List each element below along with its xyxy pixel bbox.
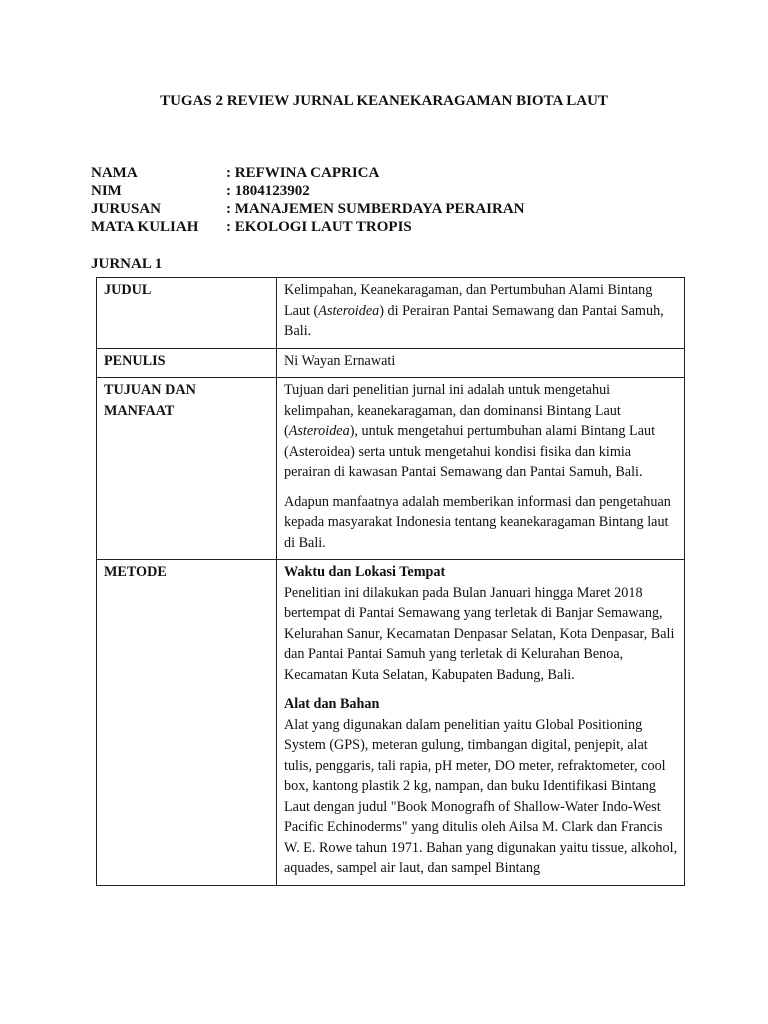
info-row-jurusan [91, 200, 525, 218]
key-tujuan-line1: TUJUAN DAN [104, 382, 196, 398]
info-value: : MANAJEMEN SUMBERDAYA PERAIRAN [226, 201, 525, 217]
info-value: : 1804123902 [226, 183, 310, 199]
metode-paragraph-alat: Alat yang digunakan dalam penelitian yaitu Global Positioning System (GPS), meteran gulung, timbangan digital, penjepit, alat tulis, penggaris, tali rapia, pH meter, DO meter, refraktometer, cool box, kantong plastik 2 kg, nampan, dan buku Identifikasi Bintang Laut dengan judul "Book Monografh of Shallow-Water Indo-West Pacific Echinoderms" yang ditulis oleh Ailsa M. Clark dan Francis W. E. Rowe tahun 1971. Bahan yang digunakan yaitu tissue, alkohol, aquades, sampel air laut, dan sampel Bintang [284, 716, 678, 876]
key-tujuan-line2: MANFAAT [104, 402, 175, 419]
metode-heading-alat: Alat dan Bahan [284, 696, 380, 712]
key-metode: METODE [97, 560, 277, 886]
metode-paragraph-waktu: Penelitian ini dilakukan pada Bulan Januari hingga Maret 2018 bertempat di Pantai Semawang yang terletak di Banjar Semawang, Kelurahan Sanur, Kecamatan Denpasar Selatan, Kota Denpasar, Bali dan Pantai Pantai Samuh yang terletak di Kelurahan Benoa, Kecamatan Kuta Selatan, Kabupaten Badung, Bali. [284, 584, 675, 683]
judul-text-a: Kelimpahan, Keanekaragaman, dan Pertumbuhan Alami Bintang Laut ( [284, 282, 653, 319]
row-metode [97, 560, 685, 886]
document-title: TUGAS 2 REVIEW JURNAL KEANEKARAGAMAN BIOTA LAUT [160, 93, 608, 109]
info-label: NIM [91, 183, 122, 199]
manfaat-paragraph: Adapun manfaatnya adalah memberikan informasi dan pengetahuan kepada masyarakat Indonesia tentang keanekaragaman Bintang laut di Bali. [284, 493, 671, 551]
info-value: : REFWINA CAPRICA [226, 165, 380, 181]
info-row-nama [91, 164, 525, 182]
info-value: : EKOLOGI LAUT TROPIS [226, 219, 412, 235]
row-tujuan [97, 378, 685, 560]
tujuan-text-a: Tujuan dari penelitian jurnal ini adalah untuk mengetahui kelimpahan, keanekaragaman, dan dominansi Bintang Laut ( [284, 382, 621, 439]
journal-heading: JURNAL 1 [91, 256, 163, 272]
judul-text-b: ) di Perairan Pantai Semawang dan Pantai Samuh, Bali. [284, 302, 664, 339]
info-label: JURUSAN [91, 201, 162, 217]
key-tujuan [97, 378, 277, 560]
tujuan-italic: Asteroidea [288, 423, 350, 439]
key-judul: JUDUL [97, 278, 277, 349]
info-label: MATA KULIAH [91, 219, 199, 235]
value-penulis: Ni Wayan Ernawati [277, 348, 685, 378]
key-penulis: PENULIS [97, 348, 277, 378]
row-penulis [97, 348, 685, 378]
metode-heading-waktu: Waktu dan Lokasi Tempat [284, 564, 446, 580]
value-tujuan [277, 378, 685, 560]
student-info [91, 164, 525, 236]
tujuan-text-b: ), untuk mengetahui pertumbuhan alami Bintang Laut (Asteroidea) serta untuk mengetahui kondisi fisika dan kimia perairan di kawasan Pantai Semawang dan Pantai Samuh, Bali. [284, 423, 656, 480]
review-table [96, 277, 685, 886]
value-judul [277, 278, 685, 349]
value-metode [277, 560, 685, 886]
tujuan-paragraph [284, 380, 678, 483]
info-label: NAMA [91, 165, 138, 181]
info-row-nim [91, 182, 525, 200]
judul-italic: Asteroidea [318, 302, 380, 319]
info-row-mata-kuliah [91, 218, 525, 236]
row-judul [97, 278, 685, 349]
